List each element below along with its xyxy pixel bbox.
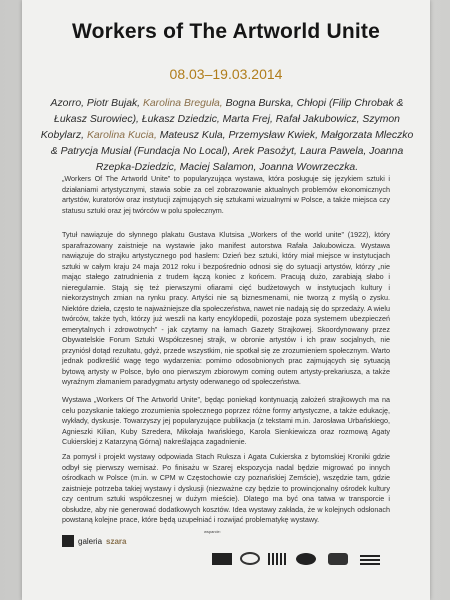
galeria-szara-logo xyxy=(62,535,126,547)
sponsor-logo-icon xyxy=(360,553,380,565)
sponsor-logo-icon xyxy=(268,553,288,565)
sponsor-logo-icon xyxy=(328,553,348,565)
sponsor-logo-icon xyxy=(240,552,260,565)
gallery-logo-icon xyxy=(62,535,74,547)
artist-list xyxy=(36,96,418,176)
exhibition-goal-paragraph: Wystawa „Workers Of The Artworld Unite”, będąc poniekąd kontynuacją założeń strajkowych ma na celu pozyskanie takiego zrozumienia społecznego poprzez różne formy artystyczne, a także edukację, wykłady, dyskusje. Towarzyszy jej popularyzujące publikacja (z tekstami m.in. Jarosława Urbańskiego, Agnieszki Kilian, Kuby Szredera, Mikołaja Iwańskiego, Karola Sienkiewicza oraz rozmową Agaty Cukierskiej z Katarzyną Górną) nakreślająca zagadnienie. xyxy=(62,395,390,446)
sponsor-logo-icon xyxy=(296,553,316,565)
credits-paragraph: Za pomysł i projekt wystawy odpowiada Stach Ruksza i Agata Cukierska z bytomskiej Kroniki gdzie odbył się pierwszy wernisaż. Po finisażu w Szarej ekspozycja nadal będzie migrować po innych ośrodkach w Polsce (m.in. w CPM w Częstochowie czy poznańskiej Zemście), wszędzie tam, gdzie zaistnieje potrzeba takiej wystawy i dyskusji (niezważne czy będzie to prowincjonalny ośrodek kultury czy centrum sztuki współczesnej w dużym mieście). Dlatego ma być ona tatwa w transporcie i obsłudze, aby nie generować dodatkowych kosztów. Idea wystawy zakłada, że w kolejnych odsłonach powstaną kolejne prace, które będą uzupełniać i rozwijać problematykę wystawy. xyxy=(62,452,390,524)
artist-list-part: Karolina Kucia, xyxy=(86,130,160,141)
exhibition-dates: 08.03–19.03.2014 xyxy=(169,66,283,82)
exhibition-poster xyxy=(22,0,430,600)
gallery-logo-text: galeria xyxy=(78,536,103,546)
sponsor-logo-icon xyxy=(212,553,232,565)
gallery-logo-text: szara xyxy=(106,536,127,546)
poster-footer xyxy=(62,529,394,575)
support-label: wsparcie: xyxy=(204,529,221,534)
poster-title: Workers of The Artworld Unite xyxy=(72,20,380,43)
artist-list-part: Mateusz Kula, Przemysław Kwiek, Małgorzata Mleczko & Patrycja Musiał (Fundacja No Local), Arek Pasożyt, Laura Pawela, Joanna Rzepka-Dziedzic, Maciej Salamon, Joanna Wowrzeczka. xyxy=(50,130,414,173)
artist-list-part: Azorro, Piotr Bujak, xyxy=(50,98,143,109)
artist-list-part: Karolina Breguła, xyxy=(142,98,226,109)
artist-list-part: Bogna Burska, Chłopi (Filip Chrobak & Łukasz Surowiec), Łukasz Dziedzic, Marta Frej, Rafał Jakubowicz, Szymon Kobylarz, xyxy=(40,98,404,141)
title-background-paragraph: Tytuł nawiązuje do słynnego plakatu Gustava Klutsisa „Workers of the world unite” (1922), który sparafrazowany zaistnieje na wystawie jako manifest autorstwa Rafała Jakubowicza. Wystawa nawiązuje do strajku artystycznego pod hasłem: Dzień bez sztuki, który miał miejsce w instytucjach sztuki w całym kraju 24 maja 2012 roku i bezpośrednio odnosi się do sytuacji artystów, którzy „nie mając stałego zatrudnienia z trudem łączą koniec z końcem. Pracują dużo, zarabiają słabo i nieregularnie. Stają się też pierwszymi ofiarami cięć budżetowych w instytucjach kultury i niekorzystnych zmian na rynku pracy. Artyści nie są biznesmenami, nie tworzą z myślą o zysku. Niektóre dzieła, często te najważniejsze dla społeczeństwa, nawet nie nadają się do sprzedaży. A wielu twórców, także tych, którzy już weszli na karty encyklopedii, pozostaje poza systemem ubezpieczeń emerytalnych i zdrowotnych” - jak czytamy na łamach Gazety Strajkowej. Skoordynowany przez Obywatelskie Forum Sztuki Współczesnej strajk, w obronie artystów i ich praw socjalnych, nie przyniósł dotąd rezultatu, gdyż, przede wszystkim, nie spotkał się ze zrozumieniem społecznym. Warto jednak podkreślić wagę tego wydarzenia: pomimo odosobnionych prac zajmujących się sytuacją bytową artysty w Polsce, było ono pierwszym zbiorowym coming outem artysty-prekariusza, a także wyraźnym złamaniem paradygmatu artysty oderwanego od społeczeństwa. xyxy=(62,230,390,386)
intro-paragraph: „Workers Of The Artworld Unite” to popularyzująca wystawa, która posługuje się językiem sztuki i działaniami artystycznymi, stawia sobie za cel zobrazowanie aktualnych problemów ekonomicznych artystów, kuratorów oraz instytucji zajmujących się sztukami wizualnymi w Polsce, a także miejsca czy statusu sztuki oraz jej twórców w polu społecznym. xyxy=(62,174,390,215)
sponsor-logos xyxy=(204,529,394,565)
